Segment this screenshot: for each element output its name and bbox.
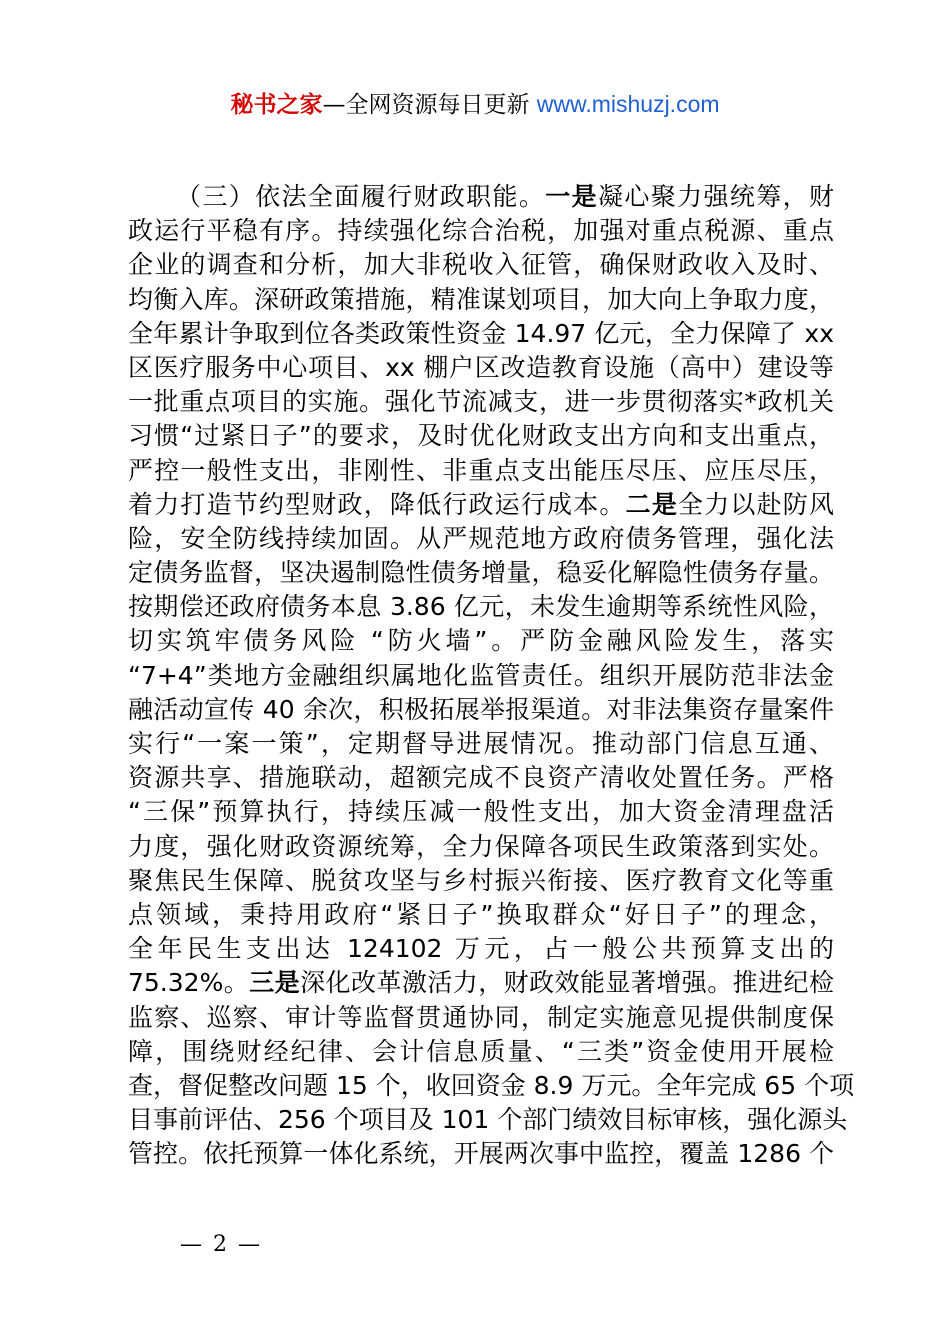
- site-url-link[interactable]: www.mishuzj.com: [536, 91, 720, 117]
- line-text: 区医疗服务中心项目、xx 棚户区改造教育设施（高中）建设等: [128, 352, 834, 382]
- paragraph-line: [128, 1001, 834, 1035]
- paragraph-line: [128, 248, 834, 282]
- emphasis-label: 三是: [249, 968, 301, 998]
- line-text: 管控。依托预算一体化系统，开展两次事中监控，覆盖 1286 个: [128, 1139, 834, 1169]
- line-text: 资源共享、措施联动，超额完成不良资产清收处置任务。严格: [128, 763, 834, 793]
- line-text: 查，督促整改问题 15 个，收回资金 8.9 万元。全年完成 65 个项: [128, 1070, 855, 1100]
- paragraph-line: [128, 830, 834, 864]
- line-text: 实行“一案一策”，定期督导进展情况。推动部门信息互通、: [128, 729, 834, 758]
- paragraph-line: [128, 419, 834, 453]
- paragraph-line: [128, 180, 834, 214]
- line-text: 75.32%。: [128, 968, 250, 998]
- line-text: 力度，强化财政资源统筹，全力保障各项民生政策落到实处。: [128, 831, 834, 861]
- paragraph-line: [128, 351, 834, 385]
- paragraph-line: [128, 214, 834, 248]
- line-text: 深化改革激活力，财政效能显著增强。推进纪检: [300, 968, 834, 998]
- paragraph-line: [128, 454, 834, 488]
- paragraph-line: [128, 795, 834, 829]
- line-text: 政运行平稳有序。持续强化综合治税，加强对重点税源、重点: [128, 216, 834, 246]
- site-tagline: —全网资源每日更新: [322, 92, 537, 118]
- paragraph-line: [128, 1035, 834, 1069]
- line-text: “三保”预算执行，持续压减一般性支出，加大资金清理盘活: [128, 797, 834, 827]
- line-text: 严控一般性支出，非刚性、非重点支出能压尽压、应压尽压，: [128, 455, 834, 485]
- line-text: 习惯“过紧日子”的要求，及时优化财政支出方向和支出重点，: [128, 421, 834, 451]
- line-text: 融活动宣传 40 余次，积极拓展举报渠道。对非法集资存量案件: [128, 694, 834, 724]
- line-text: 凝心聚力强统筹，财: [597, 182, 834, 211]
- line-text: 监察、巡察、审计等监督贯通协同，制定实施意见提供制度保: [128, 1002, 834, 1032]
- paragraph-line: [128, 624, 834, 658]
- paragraph-line: [128, 283, 834, 317]
- site-brand: 秘书之家: [230, 92, 323, 118]
- line-text: 企业的调查和分析，加大非税收入征管，确保财政收入及时、: [128, 250, 834, 280]
- paragraph-line: [128, 761, 834, 795]
- site-banner: [0, 86, 950, 123]
- paragraph-line: [128, 1069, 855, 1103]
- paragraph-line: [128, 317, 834, 351]
- paragraph-line: [128, 522, 834, 556]
- paragraph-line: [128, 727, 834, 761]
- line-text: 险，安全防线持续加固。从严规范地方政府债务管理，强化法: [128, 523, 834, 553]
- paragraph-line: [128, 966, 834, 1000]
- paragraph-line: [128, 864, 834, 898]
- line-text: 目事前评估、256 个项目及 101 个部门绩效目标审核，强化源头: [128, 1105, 848, 1135]
- emphasis-label: 二是: [625, 489, 679, 519]
- line-text: 一批重点项目的实施。强化节流减支，进一步贯彻落实*政机关: [128, 387, 834, 417]
- paragraph-line: [128, 385, 834, 419]
- paragraph-line: [128, 556, 834, 590]
- line-text: 按期偿还政府债务本息 3.86 亿元，未发生逾期等系统性风险，: [128, 592, 834, 622]
- page-number: — 2 —: [180, 1232, 262, 1257]
- paragraph-line: [128, 590, 834, 624]
- paragraph-line: [128, 1103, 848, 1137]
- line-text: 障，围绕财经纪律、会计信息质量、“三类”资金使用开展检: [128, 1036, 834, 1066]
- line-text: 全力以赴防风: [678, 489, 834, 519]
- document-body: [128, 180, 855, 1171]
- line-text: 着力打造节约型财政，降低行政运行成本。: [128, 489, 626, 519]
- line-text: 切实筑牢债务风险 “防火墙”。严防金融风险发生，落实: [128, 626, 834, 656]
- line-text: 全年民生支出达 124102 万元，占一般公共预算支出的: [128, 934, 834, 964]
- paragraph-line: [128, 898, 834, 932]
- paragraph-line: [128, 693, 834, 727]
- line-text: 定债务监督，坚决遏制隐性债务增量，稳妥化解隐性债务存量。: [128, 558, 834, 588]
- line-text: 点领域，秉持用政府“紧日子”换取群众“好日子”的理念，: [128, 899, 834, 929]
- paragraph-line: [128, 932, 834, 966]
- paragraph-line: [128, 488, 834, 522]
- line-text: “7+4”类地方金融组织属地化监管责任。组织开展防范非法金: [128, 660, 834, 690]
- emphasis-label: 一是: [545, 182, 598, 211]
- line-text: 聚焦民生保障、脱贫攻坚与乡村振兴衔接、医疗教育文化等重: [128, 865, 834, 895]
- line-text: 均衡入库。深研政策措施，精准谋划项目，加大向上争取力度，: [128, 284, 834, 314]
- paragraph-line: [128, 1137, 834, 1171]
- paragraph-line: [128, 659, 834, 693]
- line-text: （三）依法全面履行财政职能。: [176, 182, 546, 211]
- line-text: 全年累计争取到位各类政策性资金 14.97 亿元，全力保障了 xx: [128, 318, 834, 348]
